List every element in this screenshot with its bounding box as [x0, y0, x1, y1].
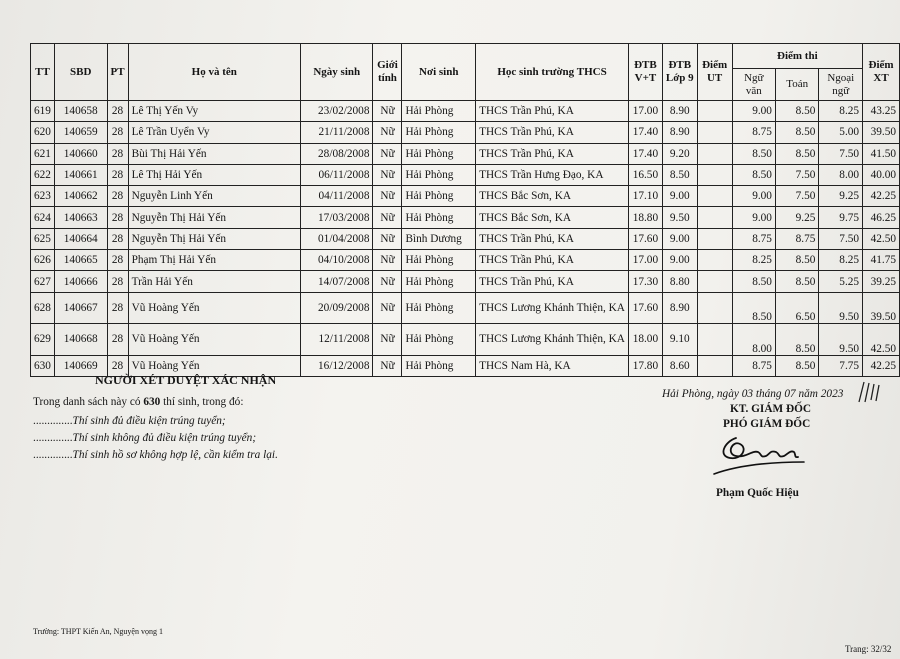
row-name: Vũ Hoàng Yến	[128, 324, 300, 356]
row-diem-xt: 43.25	[863, 101, 900, 122]
row-dtb-lop9: 9.10	[662, 324, 697, 356]
row-sbd: 140663	[54, 207, 107, 228]
header-school: Học sinh trường THCS	[476, 44, 629, 101]
row-dob: 04/11/2008	[301, 186, 373, 207]
header-dtb-lop9: ĐTB Lớp 9	[662, 44, 697, 101]
table-row	[31, 292, 900, 324]
row-dob: 23/02/2008	[301, 101, 373, 122]
header-tt: TT	[31, 44, 55, 101]
row-birthplace: Hải Phòng	[402, 164, 476, 185]
row-birthplace: Hải Phòng	[402, 207, 476, 228]
header-diem-ut: Điểm UT	[697, 44, 732, 101]
row-birthplace: Hải Phòng	[402, 324, 476, 356]
row-diem-xt: 39.50	[863, 122, 900, 143]
row-dob: 20/09/2008	[301, 292, 373, 324]
row-tt: 629	[31, 324, 55, 356]
row-pt: 28	[107, 292, 128, 324]
row-ngu-van: 9.00	[732, 186, 775, 207]
row-ngoai-ngu: 5.00	[819, 122, 863, 143]
row-dtb-vt: 17.60	[628, 228, 662, 249]
row-diem-xt: 41.75	[863, 250, 900, 271]
approval-line-eligible: ..............Thí sinh đủ điều kiện trúng tuyển;	[33, 415, 226, 427]
row-diem-ut	[697, 186, 732, 207]
row-school: THCS Lương Khánh Thiện, KA	[476, 292, 629, 324]
row-gender: Nữ	[373, 228, 402, 249]
approval-line-not-eligible: ..............Thí sinh không đủ điều kiện trúng tuyển;	[33, 432, 257, 444]
row-toan: 9.25	[775, 207, 818, 228]
row-ngoai-ngu: 8.00	[819, 164, 863, 185]
row-gender: Nữ	[373, 101, 402, 122]
row-birthplace: Hải Phòng	[402, 143, 476, 164]
row-ngu-van: 8.75	[732, 122, 775, 143]
approval-line-invalid: ..............Thí sinh hồ sơ không hợp lệ, cần kiểm tra lại.	[33, 449, 278, 461]
header-ngu-van: Ngữ văn	[732, 69, 775, 101]
header-name: Họ và tên	[128, 44, 300, 101]
row-sbd: 140658	[54, 101, 107, 122]
table-row	[31, 122, 900, 143]
row-school: THCS Bắc Sơn, KA	[476, 186, 629, 207]
row-birthplace: Hải Phòng	[402, 271, 476, 292]
row-dob: 04/10/2008	[301, 250, 373, 271]
row-sbd: 140662	[54, 186, 107, 207]
row-toan: 8.50	[775, 250, 818, 271]
table-header	[31, 44, 900, 101]
row-diem-xt: 46.25	[863, 207, 900, 228]
row-dtb-vt: 17.40	[628, 143, 662, 164]
row-diem-xt: 39.50	[863, 292, 900, 324]
row-birthplace: Hải Phòng	[402, 186, 476, 207]
header-dob: Ngày sinh	[301, 44, 373, 101]
row-pt: 28	[107, 207, 128, 228]
row-ngoai-ngu: 7.75	[819, 355, 863, 376]
place-date: Hải Phòng, ngày 03 tháng 07 năm 2023	[662, 388, 844, 400]
table-row	[31, 186, 900, 207]
row-toan: 8.50	[775, 324, 818, 356]
footer-school-info: Trường: THPT Kiến An, Nguyện vọng 1	[33, 627, 163, 636]
approver-heading: NGƯỜI XÉT DUYỆT XÁC NHẬN	[95, 373, 277, 387]
row-sbd: 140665	[54, 250, 107, 271]
row-diem-ut	[697, 271, 732, 292]
row-diem-ut	[697, 207, 732, 228]
row-ngu-van: 8.25	[732, 250, 775, 271]
row-pt: 28	[107, 143, 128, 164]
row-tt: 626	[31, 250, 55, 271]
row-pt: 28	[107, 324, 128, 356]
row-school: THCS Trần Hưng Đạo, KA	[476, 164, 629, 185]
row-school: THCS Trần Phú, KA	[476, 271, 629, 292]
row-tt: 630	[31, 355, 55, 376]
candidate-table	[30, 43, 900, 377]
header-pt: PT	[107, 44, 128, 101]
row-dtb-vt: 17.30	[628, 271, 662, 292]
row-toan: 7.50	[775, 164, 818, 185]
row-sbd: 140666	[54, 271, 107, 292]
row-sbd: 140668	[54, 324, 107, 356]
summary-text-after: thí sinh, trong đó:	[160, 396, 244, 408]
header-toan: Toán	[775, 69, 818, 101]
row-diem-ut	[697, 355, 732, 376]
row-pt: 28	[107, 164, 128, 185]
row-pt: 28	[107, 101, 128, 122]
row-tt: 628	[31, 292, 55, 324]
row-gender: Nữ	[373, 143, 402, 164]
row-dtb-lop9: 8.60	[662, 355, 697, 376]
row-tt: 625	[31, 228, 55, 249]
row-school: THCS Bắc Sơn, KA	[476, 207, 629, 228]
row-birthplace: Hải Phòng	[402, 292, 476, 324]
row-diem-ut	[697, 228, 732, 249]
row-diem-ut	[697, 143, 732, 164]
candidate-count: 630	[143, 396, 161, 408]
row-sbd: 140667	[54, 292, 107, 324]
row-gender: Nữ	[373, 271, 402, 292]
row-dob: 14/07/2008	[301, 271, 373, 292]
row-toan: 8.50	[775, 143, 818, 164]
summary-text-before: Trong danh sách này có	[33, 396, 144, 408]
row-diem-xt: 42.25	[863, 186, 900, 207]
row-ngoai-ngu: 7.50	[819, 143, 863, 164]
row-toan: 8.50	[775, 101, 818, 122]
row-gender: Nữ	[373, 292, 402, 324]
row-sbd: 140669	[54, 355, 107, 376]
row-ngoai-ngu: 9.50	[819, 324, 863, 356]
row-ngu-van: 8.50	[732, 164, 775, 185]
signer-name: Phạm Quốc Hiệu	[716, 487, 799, 499]
row-ngoai-ngu: 8.25	[819, 101, 863, 122]
row-dtb-vt: 17.60	[628, 292, 662, 324]
header-gender: Giới tính	[373, 44, 402, 101]
row-dtb-lop9: 8.90	[662, 122, 697, 143]
row-ngu-van: 8.50	[732, 143, 775, 164]
row-birthplace: Hải Phòng	[402, 122, 476, 143]
header-diem-xt: Điểm XT	[863, 44, 900, 101]
row-gender: Nữ	[373, 207, 402, 228]
row-gender: Nữ	[373, 122, 402, 143]
header-sbd: SBD	[54, 44, 107, 101]
row-dtb-lop9: 8.80	[662, 271, 697, 292]
row-name: Nguyễn Thị Hải Yến	[128, 228, 300, 249]
row-dob: 17/03/2008	[301, 207, 373, 228]
row-dtb-lop9: 8.50	[662, 164, 697, 185]
row-birthplace: Hải Phòng	[402, 101, 476, 122]
row-pt: 28	[107, 122, 128, 143]
table-row	[31, 250, 900, 271]
row-ngu-van: 9.00	[732, 101, 775, 122]
signature-mark	[706, 428, 816, 480]
table-row	[31, 271, 900, 292]
row-school: THCS Trần Phú, KA	[476, 250, 629, 271]
row-ngoai-ngu: 9.25	[819, 186, 863, 207]
row-gender: Nữ	[373, 355, 402, 376]
row-pt: 28	[107, 271, 128, 292]
header-dtb-vt: ĐTB V+T	[628, 44, 662, 101]
row-dtb-lop9: 8.90	[662, 101, 697, 122]
row-name: Vũ Hoàng Yến	[128, 355, 300, 376]
row-dtb-lop9: 9.00	[662, 228, 697, 249]
row-school: THCS Trần Phú, KA	[476, 228, 629, 249]
row-dob: 16/12/2008	[301, 355, 373, 376]
row-pt: 28	[107, 355, 128, 376]
approval-summary	[33, 396, 243, 408]
row-dtb-lop9: 9.20	[662, 143, 697, 164]
row-tt: 620	[31, 122, 55, 143]
table-body	[31, 101, 900, 377]
row-diem-ut	[697, 101, 732, 122]
header-birthplace: Nơi sinh	[402, 44, 476, 101]
row-tt: 627	[31, 271, 55, 292]
table-row	[31, 228, 900, 249]
row-diem-xt: 42.50	[863, 324, 900, 356]
row-name: Phạm Thị Hải Yến	[128, 250, 300, 271]
row-dob: 01/04/2008	[301, 228, 373, 249]
row-toan: 6.50	[775, 292, 818, 324]
row-diem-xt: 40.00	[863, 164, 900, 185]
row-toan: 8.50	[775, 355, 818, 376]
row-school: THCS Trần Phú, KA	[476, 101, 629, 122]
row-diem-ut	[697, 250, 732, 271]
row-dob: 12/11/2008	[301, 324, 373, 356]
row-dtb-vt: 17.00	[628, 101, 662, 122]
header-ngoai-ngu: Ngoại ngữ	[819, 69, 863, 101]
row-birthplace: Hải Phòng	[402, 250, 476, 271]
row-sbd: 140659	[54, 122, 107, 143]
row-dtb-vt: 17.10	[628, 186, 662, 207]
row-school: THCS Lương Khánh Thiện, KA	[476, 324, 629, 356]
row-name: Trần Hải Yến	[128, 271, 300, 292]
row-sbd: 140664	[54, 228, 107, 249]
row-ngu-van: 8.50	[732, 292, 775, 324]
row-ngu-van: 9.00	[732, 207, 775, 228]
row-name: Lê Trần Uyển Vy	[128, 122, 300, 143]
row-ngoai-ngu: 7.50	[819, 228, 863, 249]
row-dtb-lop9: 9.50	[662, 207, 697, 228]
row-school: THCS Nam Hà, KA	[476, 355, 629, 376]
row-gender: Nữ	[373, 250, 402, 271]
row-diem-ut	[697, 122, 732, 143]
row-diem-xt: 42.50	[863, 228, 900, 249]
row-toan: 8.50	[775, 271, 818, 292]
row-ngu-van: 8.50	[732, 271, 775, 292]
row-birthplace: Bình Dương	[402, 228, 476, 249]
row-diem-ut	[697, 292, 732, 324]
row-toan: 7.50	[775, 186, 818, 207]
row-toan: 8.50	[775, 122, 818, 143]
row-toan: 8.75	[775, 228, 818, 249]
row-sbd: 140661	[54, 164, 107, 185]
row-diem-xt: 41.50	[863, 143, 900, 164]
row-ngoai-ngu: 9.50	[819, 292, 863, 324]
row-dtb-vt: 17.80	[628, 355, 662, 376]
row-dob: 06/11/2008	[301, 164, 373, 185]
row-ngoai-ngu: 9.75	[819, 207, 863, 228]
row-school: THCS Trần Phú, KA	[476, 122, 629, 143]
row-tt: 622	[31, 164, 55, 185]
row-name: Lê Thị Yến Vy	[128, 101, 300, 122]
signer-role-1: KT. GIÁM ĐỐC	[730, 403, 812, 415]
row-tt: 619	[31, 101, 55, 122]
row-dtb-vt: 17.40	[628, 122, 662, 143]
row-gender: Nữ	[373, 186, 402, 207]
table-row	[31, 143, 900, 164]
row-tt: 621	[31, 143, 55, 164]
row-gender: Nữ	[373, 164, 402, 185]
row-ngoai-ngu: 5.25	[819, 271, 863, 292]
page-number: Trang: 32/32	[845, 644, 892, 654]
row-dtb-lop9: 8.90	[662, 292, 697, 324]
row-school: THCS Trần Phú, KA	[476, 143, 629, 164]
signer-role-2: PHÓ GIÁM ĐỐC	[723, 418, 811, 430]
handwritten-slash-marks	[856, 380, 884, 404]
table-row	[31, 207, 900, 228]
row-dtb-vt: 18.80	[628, 207, 662, 228]
row-diem-xt: 42.25	[863, 355, 900, 376]
row-ngu-van: 8.75	[732, 228, 775, 249]
row-dtb-vt: 18.00	[628, 324, 662, 356]
row-dtb-vt: 16.50	[628, 164, 662, 185]
row-diem-ut	[697, 164, 732, 185]
row-gender: Nữ	[373, 324, 402, 356]
table-row	[31, 324, 900, 356]
row-name: Bùi Thị Hải Yến	[128, 143, 300, 164]
row-dtb-lop9: 9.00	[662, 250, 697, 271]
row-pt: 28	[107, 250, 128, 271]
row-ngoai-ngu: 8.25	[819, 250, 863, 271]
row-name: Vũ Hoàng Yến	[128, 292, 300, 324]
row-ngu-van: 8.75	[732, 355, 775, 376]
row-tt: 623	[31, 186, 55, 207]
row-diem-xt: 39.25	[863, 271, 900, 292]
row-ngu-van: 8.00	[732, 324, 775, 356]
table-row	[31, 164, 900, 185]
row-name: Lê Thị Hải Yến	[128, 164, 300, 185]
row-dtb-lop9: 9.00	[662, 186, 697, 207]
row-dob: 21/11/2008	[301, 122, 373, 143]
row-sbd: 140660	[54, 143, 107, 164]
row-pt: 28	[107, 228, 128, 249]
row-tt: 624	[31, 207, 55, 228]
row-name: Nguyễn Linh Yến	[128, 186, 300, 207]
table-row	[31, 101, 900, 122]
row-pt: 28	[107, 186, 128, 207]
header-diem-thi: Điểm thi	[732, 44, 863, 69]
row-birthplace: Hải Phòng	[402, 355, 476, 376]
row-dob: 28/08/2008	[301, 143, 373, 164]
row-dtb-vt: 17.00	[628, 250, 662, 271]
row-name: Nguyễn Thị Hải Yến	[128, 207, 300, 228]
row-diem-ut	[697, 324, 732, 356]
